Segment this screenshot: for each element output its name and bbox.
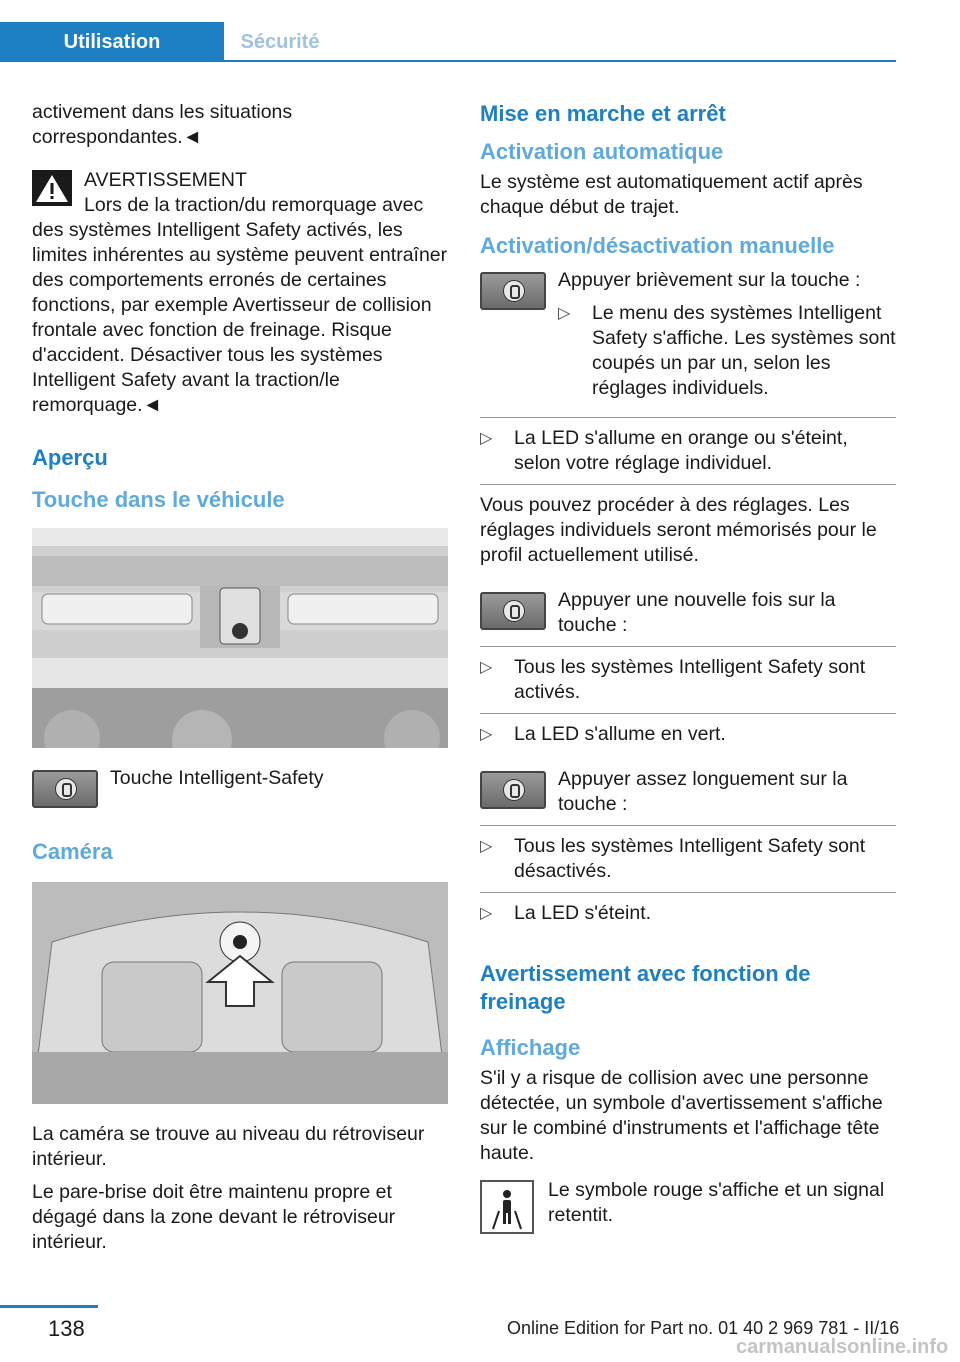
symbol-row: [480, 1178, 896, 1234]
page-number: 138: [48, 1316, 85, 1341]
divider: [480, 713, 896, 714]
warning-text: des systèmes Intelligent Safety activés, les limites inhérentes au système peuvent entraîner des comportements erronés de certaines fonctions, par exemple Avertisseur de collision frontale avec fonction de freinage. Risque d'accident. Désactiver tous les systèmes Intelligent Safety avant la traction/le remorquage.◄: [32, 219, 448, 416]
list-item: ▷ Tous les systèmes Intelligent Safety sont activés.: [480, 655, 896, 705]
key-caption: Touche Intelligent-Safety: [110, 767, 324, 789]
warning-triangle-icon: [32, 170, 72, 206]
intelligent-safety-key-icon: [480, 592, 546, 630]
heading-camera: Caméra: [32, 839, 113, 864]
heading-activation-auto: Activation automatique: [480, 139, 724, 164]
camera-photo: [32, 882, 448, 1104]
divider: [480, 646, 896, 647]
auto-activation-text: Le système est automatiquement actif après chaque début de trajet.: [480, 171, 863, 218]
dashboard-illustration: [32, 528, 448, 748]
page-header: [0, 22, 896, 62]
led-list: [480, 426, 896, 476]
symbol-text: Le symbole rouge s'affiche et un signal retentit.: [548, 1179, 885, 1226]
press-long-list: [480, 834, 896, 884]
press-long-row: [480, 767, 896, 817]
warning-block: [32, 168, 450, 418]
heading-mise-en-marche: Mise en marche et arrêt: [480, 101, 726, 126]
divider: [480, 892, 896, 893]
warning-first-line: Lors de la traction/du remorquage avec: [84, 194, 424, 216]
list-item: ▷ Le menu des systèmes Intelligent Safety s'affiche. Les systèmes sont coupés un par un, selon les réglages individuels.: [558, 301, 896, 401]
divider: [480, 484, 896, 485]
header-divider: [224, 60, 896, 62]
intelligent-safety-key-icon: [32, 770, 98, 808]
heading-apercu: Aperçu: [32, 445, 108, 470]
tab-utilisation[interactable]: Utilisation: [0, 22, 224, 62]
tab-securite[interactable]: Sécurité: [240, 30, 320, 53]
footer-divider: [0, 1305, 98, 1308]
list-item: ▷ Tous les systèmes Intelligent Safety sont désactivés.: [480, 834, 896, 884]
right-column: [480, 100, 896, 1242]
divider: [480, 417, 896, 418]
affichage-text: S'il y a risque de collision avec une personne détectée, un symbole d'avertissement s'affiche sur le combiné d'instruments et l'affichage tête haute.: [480, 1067, 883, 1164]
list-item: ▷ La LED s'éteint.: [480, 901, 896, 926]
edition-text: Online Edition for Part no. 01 40 2 969 781 - II/16: [507, 1318, 900, 1338]
press-short-list: [558, 301, 896, 401]
press-again-row: [480, 588, 896, 638]
press-long-text: Appuyer assez longuement sur la touche :: [558, 768, 848, 815]
key-caption-row: [32, 766, 450, 808]
press-short-text: Appuyer brièvement sur la touche :: [558, 269, 861, 291]
press-long-list-2: [480, 901, 896, 926]
warning-title: AVERTISSEMENT: [84, 169, 247, 191]
press-short-block: [558, 268, 896, 409]
list-item: ▷ La LED s'allume en orange ou s'éteint, selon votre réglage individuel.: [480, 426, 896, 476]
intelligent-safety-key-icon: [480, 771, 546, 809]
press-short-row: [480, 268, 896, 409]
press-again-text: Appuyer une nouvelle fois sur la touche :: [558, 589, 836, 636]
watermark: carmanualsonline.info: [736, 1336, 949, 1358]
press-again-list: [480, 655, 896, 705]
left-column: [32, 100, 450, 1263]
intelligent-safety-key-icon: [480, 272, 546, 310]
heading-touche-vehicule: Touche dans le véhicule: [32, 487, 285, 512]
camera-windshield-text: Le pare-brise doit être maintenu propre et dégagé dans la zone devant le rétroviseur intérieur.: [32, 1181, 396, 1253]
pedestrian-warning-icon: [480, 1180, 534, 1234]
heading-activation-manuelle: Activation/désactivation manuelle: [480, 233, 835, 258]
intro-text: activement dans les situations correspondantes.◄: [32, 101, 293, 148]
camera-location-text: La caméra se trouve au niveau du rétroviseur intérieur.: [32, 1123, 425, 1170]
heading-affichage: Affichage: [480, 1035, 581, 1060]
press-again-list-2: [480, 722, 896, 747]
dashboard-photo: [32, 528, 448, 748]
reglages-text: Vous pouvez procéder à des réglages. Les réglages individuels seront mémorisés pour le profil actuellement utilisé.: [480, 494, 877, 566]
heading-avertissement-freinage: Avertissement avec fonction de freinage: [480, 961, 811, 1014]
divider: [480, 825, 896, 826]
list-item: ▷ La LED s'allume en vert.: [480, 722, 896, 747]
camera-illustration: [32, 882, 448, 1104]
